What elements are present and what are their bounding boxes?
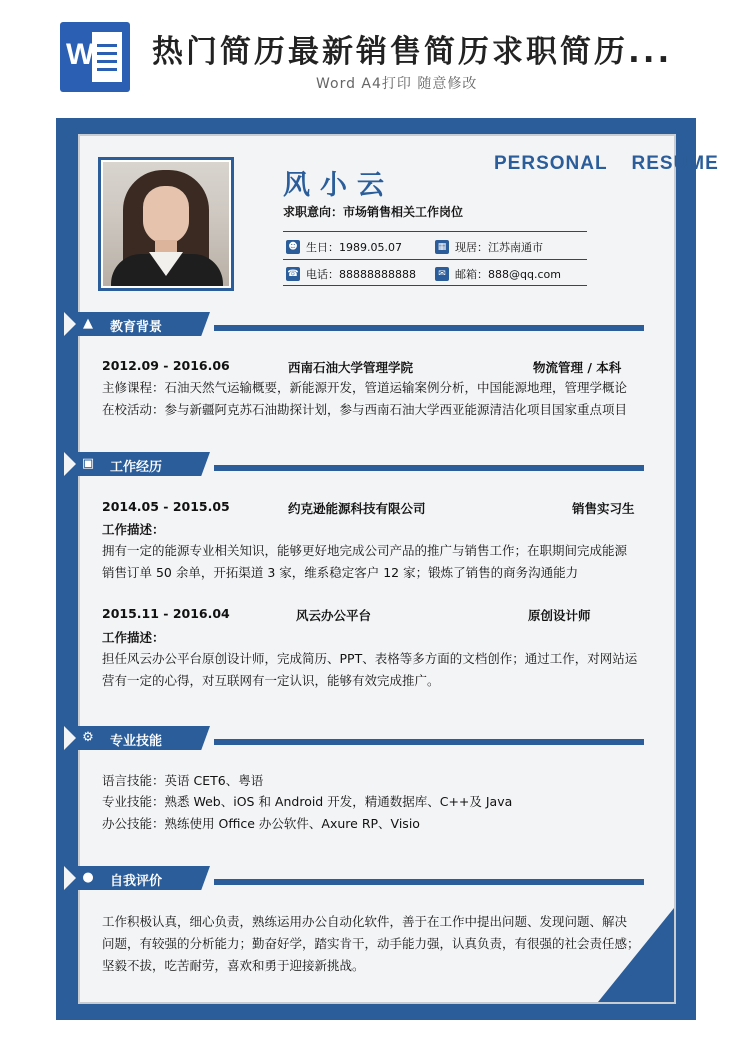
section-title: 自我评价 — [110, 874, 163, 889]
education-period: 2012.09 - 2016.06 — [102, 358, 230, 373]
self-eval-line: 问题，有较强的分析能力；勤奋好学，踏实肯干，动手能力强，认真负责，有很强的社会责任感； — [102, 936, 640, 951]
section-title: 专业技能 — [110, 734, 163, 749]
personal-resume-label: PERSONAL RESUME — [494, 153, 719, 174]
job-objective: 求职意向：市场销售相关工作岗位 — [283, 205, 464, 219]
section-header-education — [64, 312, 644, 336]
residence-text: 现居：江苏南通市 — [455, 241, 543, 254]
education-courses: 主修课程：石油天然气运输概要，新能源开发，管道运输案例分析，中国能源地理，管理学概论 — [102, 380, 628, 395]
person-card-icon: ☻ — [286, 240, 300, 254]
section-divider-bar — [214, 465, 644, 471]
building-icon: ▦ — [435, 240, 449, 254]
section-divider-bar — [214, 879, 644, 885]
graduation-cap-icon: ▲ — [83, 316, 93, 331]
word-letter-icon: W — [66, 38, 95, 71]
section-title: 教育背景 — [110, 320, 163, 335]
skill-item: 语言技能：英语 CET6、粤语 — [102, 773, 264, 788]
section-header-work — [64, 452, 644, 476]
skill-item: 办公技能：熟练使用 Office 办公软件、Axure RP、Visio — [102, 816, 420, 831]
person-icon: ● — [82, 870, 94, 885]
job-company: 约克逊能源科技有限公司 — [288, 501, 426, 516]
job-position: 销售实习生 — [572, 501, 635, 516]
info-divider — [283, 231, 587, 232]
document-subtitle: Word A4打印 随意修改 — [316, 76, 478, 92]
email-text: 邮箱：888@qq.com — [455, 268, 561, 281]
info-divider — [283, 259, 587, 260]
section-divider-bar — [214, 325, 644, 331]
email-item — [435, 265, 561, 283]
section-title: 工作经历 — [110, 460, 163, 475]
phone-item — [286, 265, 416, 283]
job-period: 2015.11 - 2016.04 — [102, 606, 230, 621]
phone-icon: ☎ — [286, 267, 300, 281]
education-major: 物流管理 / 本科 — [533, 360, 622, 375]
self-eval-line: 坚毅不拔，吃苦耐劳，喜欢和勇于迎接新挑战。 — [102, 958, 365, 973]
job-position: 原创设计师 — [528, 608, 591, 623]
briefcase-icon: ▣ — [81, 456, 95, 471]
job-desc-line: 营有一定的心得，对互联网有一定认识，能够有效完成推广。 — [102, 673, 440, 688]
word-app-icon — [60, 22, 130, 92]
residence-item — [435, 238, 543, 256]
skill-item: 专业技能：熟悉 Web、iOS 和 Android 开发，精通数据库、C++及 Java — [102, 794, 513, 809]
document-title: 热门简历最新销售简历求职简历... — [152, 34, 673, 70]
section-header-self-evaluation — [64, 866, 644, 890]
job-company: 风云办公平台 — [296, 608, 372, 623]
education-activities: 在校活动：参与新疆阿克苏石油勘探计划，参与西南石油大学西亚能源清洁化项目国家重点项目 — [102, 402, 628, 417]
birthday-text: 生日：1989.05.07 — [306, 241, 402, 254]
section-header-skills — [64, 726, 644, 750]
candidate-name: 风小云 — [283, 170, 394, 201]
profile-photo — [98, 157, 234, 291]
job-desc-line: 拥有一定的能源专业相关知识，能够更好地完成公司产品的推广与销售工作；在职期间完成能源 — [102, 543, 628, 558]
info-divider — [283, 285, 587, 286]
phone-text: 电话：88888888888 — [306, 268, 416, 281]
job-desc-line: 担任风云办公平台原创设计师，完成简历、PPT、表格等多方面的文档创作；通过工作，对网站运 — [102, 651, 638, 666]
section-divider-bar — [214, 739, 644, 745]
job-desc-line: 销售订单 50 余单，开拓渠道 3 家，维系稳定客户 12 家；锻炼了销售的商务沟通能力 — [102, 565, 579, 580]
job-desc-label: 工作描述： — [102, 522, 165, 537]
job-period: 2014.05 - 2015.05 — [102, 499, 230, 514]
birthday-item — [286, 238, 402, 256]
gear-icon: ⚙ — [82, 730, 94, 745]
job-desc-label: 工作描述： — [102, 630, 165, 645]
envelope-icon: ✉ — [435, 267, 449, 281]
self-eval-line: 工作积极认真，细心负责，熟练运用办公自动化软件，善于在工作中提出问题、发现问题、解决 — [102, 914, 628, 929]
education-school: 西南石油大学管理学院 — [288, 360, 414, 375]
portrait-image — [103, 162, 229, 286]
document-icon — [92, 32, 122, 82]
